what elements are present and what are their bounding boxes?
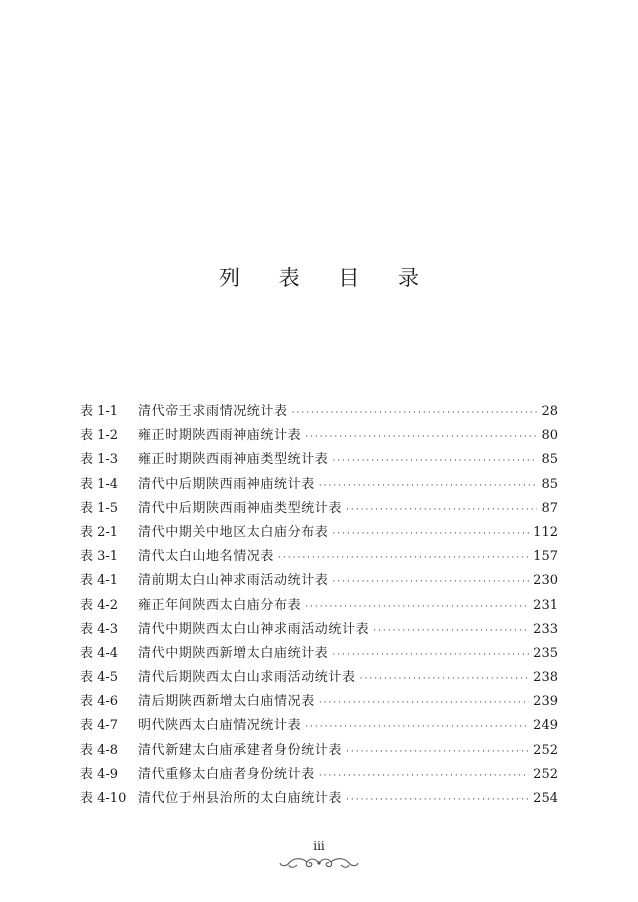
page-ref: 157 — [533, 549, 558, 565]
page-ref: 85 — [541, 476, 558, 492]
toc-row — [80, 594, 558, 618]
page-footer — [0, 838, 638, 870]
table-label: 表 1-2 — [80, 428, 119, 444]
dot-leader — [373, 619, 529, 643]
table-label: 表 2-1 — [80, 524, 119, 540]
page-ref: 252 — [533, 766, 558, 782]
toc-row — [80, 787, 558, 811]
dot-leader — [346, 740, 529, 764]
page-ref: 85 — [541, 452, 558, 468]
toc-row — [80, 400, 558, 424]
table-title: 清代重修太白庙者身份统计表 — [138, 766, 315, 782]
table-title: 清代太白山地名情况表 — [138, 549, 275, 565]
page-ref: 80 — [541, 428, 558, 444]
dot-leader — [292, 401, 538, 425]
page-ref: 238 — [533, 670, 558, 686]
toc-row — [80, 424, 558, 448]
dot-leader — [346, 498, 537, 522]
dot-leader — [332, 643, 529, 667]
page-title: 列 表 目 录 — [218, 266, 436, 290]
dot-leader — [360, 667, 530, 691]
table-label: 表 1-3 — [80, 452, 119, 468]
toc-row — [80, 714, 558, 738]
table-title: 清代中后期陕西雨神庙类型统计表 — [138, 500, 343, 516]
table-title: 明代陕西太白庙情况统计表 — [138, 718, 302, 734]
page-ref: 233 — [533, 621, 558, 637]
table-label: 表 4-6 — [80, 694, 119, 710]
dot-leader — [305, 715, 529, 739]
dot-leader — [319, 691, 529, 715]
table-title: 清代中期关中地区太白庙分布表 — [138, 524, 329, 540]
page-ref: 112 — [533, 524, 558, 540]
table-label: 表 4-7 — [80, 718, 119, 734]
toc-row — [80, 739, 558, 763]
table-label: 表 1-4 — [80, 476, 119, 492]
table-title: 雍正时期陕西雨神庙类型统计表 — [138, 452, 329, 468]
toc-row — [80, 497, 558, 521]
table-label: 表 4-2 — [80, 597, 119, 613]
page-ref: 235 — [533, 645, 558, 661]
page-number: iii — [313, 839, 325, 853]
toc-row — [80, 521, 558, 545]
dot-leader — [346, 788, 529, 812]
toc-row — [80, 473, 558, 497]
dot-leader — [332, 449, 537, 473]
page-ref: 252 — [533, 742, 558, 758]
toc-row — [80, 569, 558, 593]
page-ref: 87 — [541, 500, 558, 516]
toc-row — [80, 763, 558, 787]
table-title: 清代帝王求雨情况统计表 — [138, 404, 288, 419]
page-ref: 231 — [533, 597, 558, 613]
table-title: 雍正时期陕西雨神庙统计表 — [138, 428, 302, 444]
dot-leader — [319, 474, 538, 498]
table-label: 表 4-5 — [80, 670, 119, 686]
page-ref: 28 — [541, 404, 558, 419]
table-title: 清前期太白山神求雨活动统计表 — [138, 573, 329, 589]
dot-leader — [305, 425, 537, 449]
table-title: 清代中期陕西太白山神求雨活动统计表 — [138, 621, 370, 637]
table-title: 清代中期陕西新增太白庙统计表 — [138, 645, 329, 661]
table-title: 清代位于州县治所的太白庙统计表 — [138, 791, 343, 806]
toc-row — [80, 618, 558, 642]
table-title: 雍正年间陕西太白庙分布表 — [138, 597, 302, 613]
page-ref: 254 — [533, 791, 558, 806]
table-label: 表 4-10 — [80, 791, 127, 806]
page-ref: 239 — [533, 694, 558, 710]
table-label: 表 4-8 — [80, 742, 119, 758]
dot-leader — [332, 570, 529, 594]
dot-leader — [332, 522, 529, 546]
table-title: 清代后期陕西太白山求雨活动统计表 — [138, 670, 356, 686]
dot-leader — [319, 764, 529, 788]
toc-row — [80, 666, 558, 690]
table-title: 清代新建太白庙承建者身份统计表 — [138, 742, 343, 758]
table-label: 表 4-4 — [80, 645, 119, 661]
table-label: 表 4-3 — [80, 621, 119, 637]
table-label: 表 1-1 — [80, 404, 119, 419]
toc-row — [80, 690, 558, 714]
table-label: 表 1-5 — [80, 500, 119, 516]
toc-row — [80, 642, 558, 666]
table-title: 清后期陕西新增太白庙情况表 — [138, 694, 315, 710]
table-title: 清代中后期陕西雨神庙统计表 — [138, 476, 315, 492]
toc-row — [80, 545, 558, 569]
dot-leader — [278, 546, 529, 570]
dot-leader — [305, 595, 529, 619]
table-label: 表 3-1 — [80, 549, 119, 565]
floral-ornament-icon — [277, 856, 361, 870]
table-label: 表 4-1 — [80, 573, 119, 589]
table-list — [80, 400, 558, 811]
page-ref: 230 — [533, 573, 558, 589]
toc-row — [80, 448, 558, 472]
page-ref: 249 — [533, 718, 558, 734]
table-label: 表 4-9 — [80, 766, 119, 782]
